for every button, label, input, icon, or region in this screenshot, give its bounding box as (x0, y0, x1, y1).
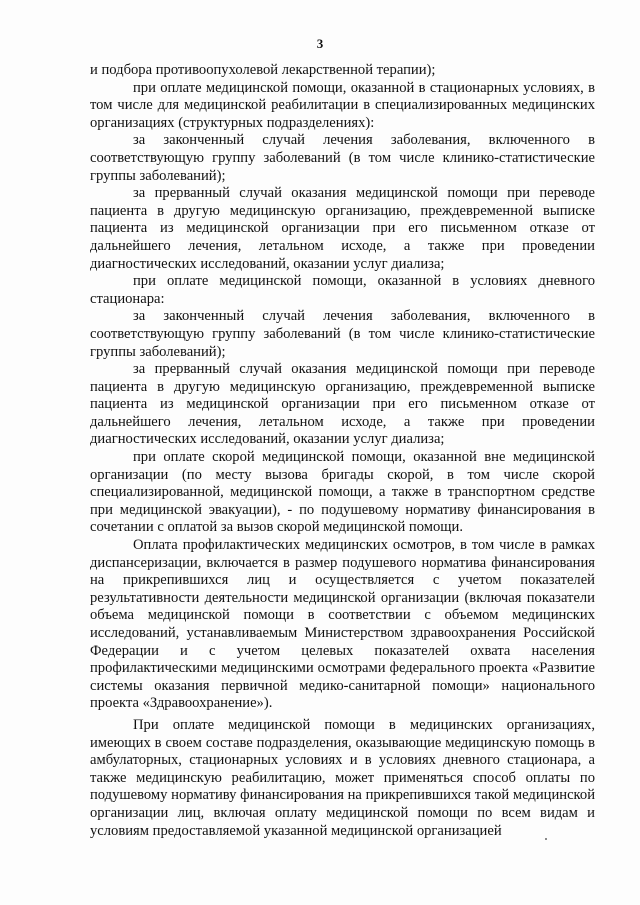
paragraph-3: за законченный случай лечения заболевания, включенного в соответствующую группу заболеваний (в том числе клинико-статистические группы заболеваний); (90, 132, 595, 184)
paragraph-5: при оплате медицинской помощи, оказанной в условиях дневного стационара: (90, 273, 595, 307)
paragraph-6: за законченный случай лечения заболевания, включенного в соответствующую группу заболеваний (в том числе клинико-статистические группы заболеваний); (90, 308, 595, 360)
scan-speck (545, 838, 547, 840)
document-body (90, 62, 595, 840)
page-number: 3 (316, 36, 324, 51)
paragraph-2: при оплате медицинской помощи, оказанной в стационарных условиях, в том числе для медицинской реабилитации в специализированных медицинских организациях (структурных подразделениях): (90, 79, 595, 131)
paragraph-9: Оплата профилактических медицинских осмотров, в том числе в рамках диспансеризации, включается в размер подушевого норматива финансирования на прикрепившихся лиц и осуществляется с учетом показателей результативности деятельности медицинской организации (включая показатели объема медицинской помощи в соответствии с объемом медицинских исследований, устанавливаемым Министерством здравоохранения Российской Федерации и с учетом целевых показателей охвата населения профилактическими медицинскими осмотрами федерального проекта «Развитие системы оказания первичной медико-санитарной помощи» национального проекта «Здравоохранение»). (90, 537, 595, 712)
paragraph-4: за прерванный случай оказания медицинской помощи при переводе пациента в другую медицинскую организацию, преждевременной выписке пациента из медицинской организации при его письменном отказе от дальнейшего лечения, летальном исходе, а также при проведении диагностических исследований, оказании услуг диализа; (90, 185, 595, 272)
paragraph-1: и подбора противоопухолевой лекарственной терапии); (90, 62, 436, 78)
paragraph-10: При оплате медицинской помощи в медицинских организациях, имеющих в своем составе подразделения, оказывающие медицинскую помощь в амбулаторных, стационарных условиях и в условиях дневного стационара, а также медицинскую реабилитацию, может применяться способ оплаты по подушевому нормативу финансирования на прикрепившихся такой медицинской организации лиц, включая оплату медицинской помощи по всем видам и условиям предоставляемой указанной медицинской организацией (90, 716, 595, 839)
paragraph-8: при оплате скорой медицинской помощи, оказанной вне медицинской организации (по месту вызова бригады скорой, в том числе скорой специализированной, медицинской помощи, а также в транспортном средстве при медицинской эвакуации), - по подушевому нормативу финансирования в сочетании с оплатой за вызов скорой медицинской помощи. (90, 449, 595, 536)
paragraph-7: за прерванный случай оказания медицинской помощи при переводе пациента в другую медицинскую организацию, преждевременной выписке пациента из медицинской организации при его письменном отказе от дальнейшего лечения, летальном исходе, а также при проведении диагностических исследований, оказании услуг диализа; (90, 361, 595, 448)
